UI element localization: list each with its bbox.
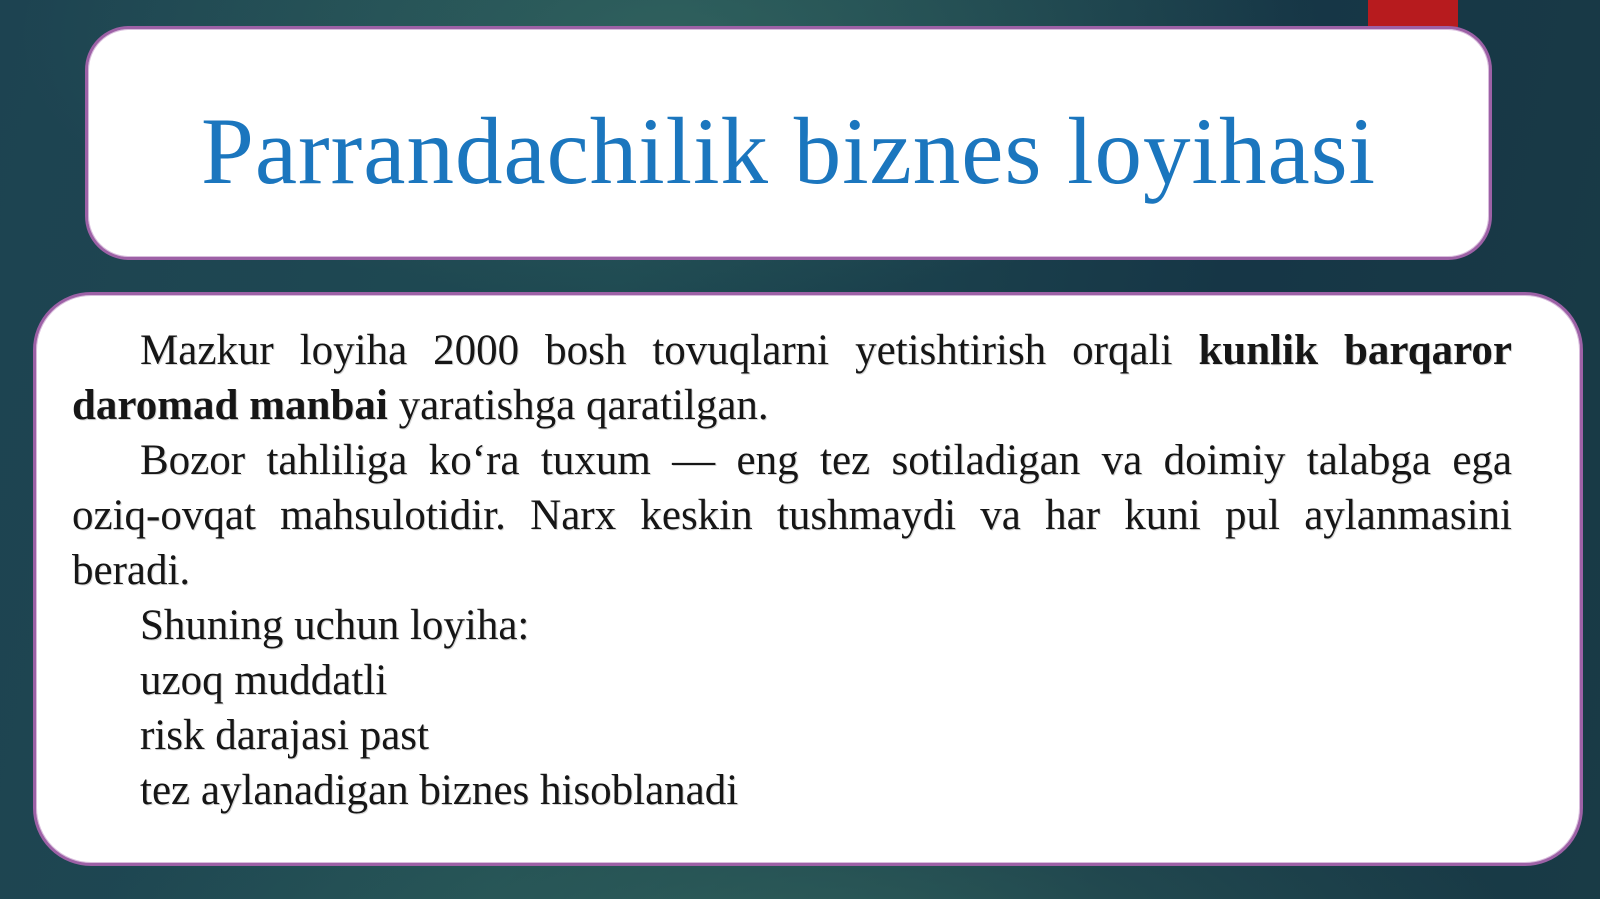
- body-line-4: oziq-ovqat mahsulotidir. Narx keskin tushmaydi va har kuni pul aylanmasini: [72, 492, 1512, 539]
- body-line-3: Bozor tahliliga koʻra tuxum — eng tez sotiladigan va doimiy talabga ega: [140, 437, 1512, 484]
- body-line-1-regular: Mazkur loyiha 2000 bosh tovuqlarni yetishtirish orqali: [140, 327, 1199, 374]
- body-line-9: tez aylanadigan biznes hisoblanadi: [140, 767, 739, 814]
- body-line-2-bold: daromad manbai: [72, 382, 388, 429]
- title-box: [85, 26, 1492, 260]
- red-accent-bar: [1368, 0, 1458, 27]
- body-box: [33, 292, 1583, 866]
- body-line-1: [72, 323, 1512, 378]
- body-line-7: uzoq muddatli: [140, 657, 388, 704]
- body-line-1-bold: kunlik barqaror: [1198, 327, 1512, 374]
- body-line-5: beradi.: [72, 547, 191, 594]
- body-line-2-regular: yaratishga qaratilgan.: [387, 382, 769, 429]
- body-text: [72, 323, 1512, 818]
- body-line-2: [72, 378, 1512, 433]
- body-line-8: risk darajasi past: [140, 712, 429, 759]
- body-line-6: Shuning uchun loyiha:: [140, 602, 530, 649]
- slide-title: Parrandachilik biznes loyihasi: [201, 98, 1376, 204]
